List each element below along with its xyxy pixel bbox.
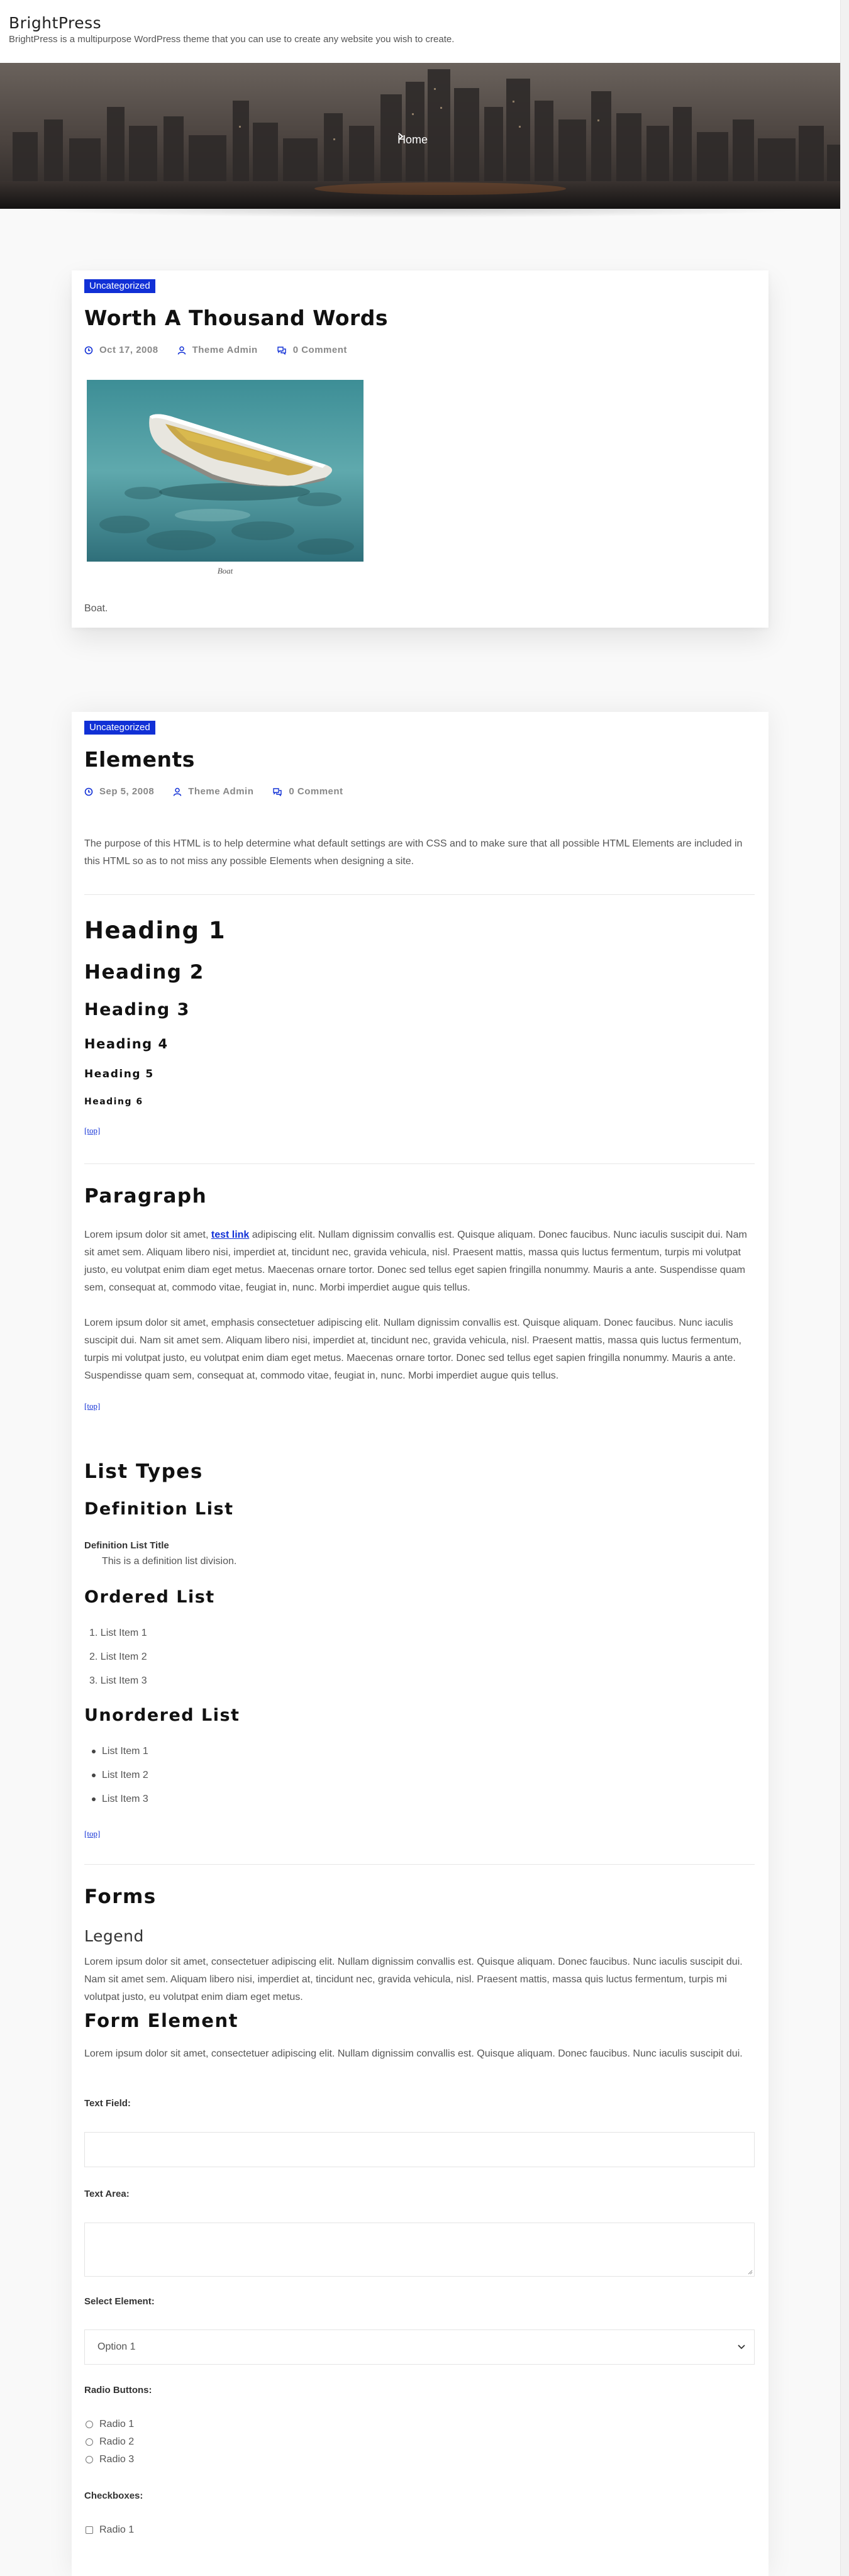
top-link[interactable]: [top]: [84, 1401, 101, 1411]
category-badge[interactable]: Uncategorized: [84, 279, 155, 293]
unordered-list-item: List Item 3: [92, 1794, 148, 1805]
heading-2: Heading 2: [84, 961, 204, 984]
radio-button[interactable]: [86, 2456, 93, 2463]
comments-icon: [277, 346, 287, 355]
user-icon: [173, 787, 182, 796]
checkbox-option[interactable]: Radio 1: [86, 2524, 134, 2536]
text-field-label: Text Field:: [84, 2098, 131, 2109]
heading-3: Heading 3: [84, 1000, 190, 1019]
checkbox[interactable]: [86, 2526, 93, 2534]
radio-option[interactable]: Radio 3: [86, 2454, 134, 2465]
post-card: [72, 712, 769, 2576]
radio-option[interactable]: Radio 1: [86, 2419, 134, 2430]
user-icon: [177, 346, 186, 355]
intro-paragraph: The purpose of this HTML is to help determine what default settings are with CSS and to make sure that all possible HTML Elements are included in this HTML so as to not miss any possible Elements when designing a site.: [84, 838, 743, 867]
scrollbar[interactable]: [840, 0, 849, 2576]
forms-paragraph: Lorem ipsum dolor sit amet, consectetuer adipiscing elit. Nullam dignissim convallis est. Quisque aliquam. Donec faucibus. Nunc iaculis suscipit dui. Nam sit amet sem. Aliquam libero nisi, imperdiet at, tincidunt nec, gravida vehicula, nisl. Praesent mattis, massa quis luctus fermentum, turpis mi volutpat justo, eu volutpat enim diam eget metus.: [84, 1957, 743, 2002]
post-author[interactable]: Theme Admin: [192, 345, 258, 355]
site-title[interactable]: BrightPress: [9, 14, 102, 32]
radio-buttons-label: Radio Buttons:: [84, 2385, 152, 2396]
post-card: [72, 270, 769, 628]
post-title[interactable]: Worth A Thousand Words: [84, 306, 389, 330]
heading-1: Heading 1: [84, 917, 226, 944]
hero-banner: [0, 63, 840, 209]
definition-list-heading: Definition List: [84, 1499, 234, 1519]
divider: [84, 1864, 755, 1865]
post-author[interactable]: Theme Admin: [188, 786, 254, 797]
form-element-paragraph: Lorem ipsum dolor sit amet, consectetuer adipiscing elit. Nullam dignissim convallis est. Quisque aliquam. Donec faucibus. Nunc iaculis suscipit dui.: [84, 2048, 743, 2059]
breadcrumb-home-link[interactable]: Home: [397, 133, 428, 146]
site-header: [0, 0, 840, 63]
unordered-list-item: List Item 1: [92, 1746, 148, 1757]
top-link[interactable]: [top]: [84, 1126, 101, 1135]
heading-5: Heading 5: [84, 1068, 154, 1080]
ordered-list-heading: Ordered List: [84, 1587, 215, 1607]
post-meta: [84, 345, 366, 355]
checkboxes-label: Checkboxes:: [84, 2490, 143, 2501]
post-excerpt: Boat.: [84, 603, 108, 614]
category-badge[interactable]: Uncategorized: [84, 721, 155, 735]
ordered-list-item: 1. List Item 1: [89, 1628, 147, 1638]
post-comments-count[interactable]: 0 Comment: [289, 786, 343, 797]
text-area[interactable]: [84, 2223, 755, 2277]
definition-description: This is a definition list division.: [102, 1556, 237, 1567]
chevron-down-icon: [738, 2341, 745, 2353]
select-element[interactable]: [84, 2329, 755, 2365]
list-types-heading: List Types: [84, 1460, 203, 1483]
post-date[interactable]: Oct 17, 2008: [99, 345, 158, 355]
heading-6: Heading 6: [84, 1097, 143, 1107]
clock-icon: [84, 346, 93, 355]
ordered-list-item: 2. List Item 2: [89, 1652, 147, 1662]
unordered-list-heading: Unordered List: [84, 1706, 240, 1725]
text-field-input[interactable]: [84, 2132, 755, 2167]
post-comments-count[interactable]: 0 Comment: [292, 345, 347, 355]
post-date[interactable]: Sep 5, 2008: [99, 786, 155, 797]
test-link[interactable]: test link: [211, 1230, 250, 1240]
radio-button[interactable]: [86, 2438, 93, 2446]
heading-4: Heading 4: [84, 1036, 169, 1052]
unordered-list-item: List Item 2: [92, 1770, 148, 1781]
text-area-label: Text Area:: [84, 2189, 130, 2199]
select-value: Option 1: [97, 2341, 136, 2352]
divider: [84, 1163, 755, 1164]
hero-shadow: [25, 209, 815, 218]
radio-button[interactable]: [86, 2421, 93, 2428]
radio-option[interactable]: Radio 2: [86, 2436, 134, 2448]
comments-icon: [272, 787, 282, 796]
boat-image[interactable]: [87, 380, 363, 562]
post-meta: [84, 786, 362, 797]
breadcrumb: [397, 132, 435, 147]
ordered-list-item: 3. List Item 3: [89, 1675, 147, 1686]
resize-handle-icon[interactable]: [746, 2268, 753, 2275]
top-link[interactable]: [top]: [84, 1829, 101, 1838]
legend: Legend: [84, 1927, 144, 1945]
post-title[interactable]: Elements: [84, 747, 195, 772]
clock-icon: [84, 787, 93, 796]
select-element-label: Select Element:: [84, 2296, 155, 2307]
site-description: BrightPress is a multipurpose WordPress theme that you can use to create any website you wish to create.: [9, 34, 455, 45]
paragraph-heading: Paragraph: [84, 1185, 208, 1208]
form-element-heading: Form Element: [84, 2010, 238, 2031]
definition-title: Definition List Title: [84, 1540, 169, 1551]
image-caption: Boat: [217, 566, 233, 575]
forms-heading: Forms: [84, 1885, 157, 1908]
paragraph-2: Lorem ipsum dolor sit amet, emphasis consectetuer adipiscing elit. Nullam dignissim convallis est. Quisque aliquam. Donec faucibus. Nunc iaculis suscipit dui. Nam sit amet sem. Aliquam libero nisi, imperdiet at, tincidunt nec, gravida vehicula, nisl. Praesent mattis, massa quis luctus fermentum, turpis mi volutpat justo, eu volutpat enim diam eget metus. Maecenas ornare tortor. Donec sed tellus eget sapien fringilla nonummy. Mauris a ante. Suspendisse quam sem, consequat at, commodo vitae, feugiat in, nunc. Morbi imperdiet augue quis tellus.: [84, 1318, 741, 1381]
divider: [84, 894, 755, 895]
paragraph-1: Lorem ipsum dolor sit amet, test link adipiscing elit. Nullam dignissim convallis est. Quisque aliquam. Donec faucibus. Nunc iaculis suscipit dui. Nam sit amet sem. Aliquam libero nisi, imperdiet at, tincidunt nec, gravida vehicula, nisl. Praesent mattis, massa quis luctus fermentum, turpis mi volutpat justo, eu volutpat enim diam eget metus. Maecenas ornare tortor. Donec sed tellus eget sapien fringilla nonummy. Mauris a ante. Suspendisse quam sem, consequat at, commodo vitae, feugiat in, nunc. Morbi imperdiet augue quis tellus.: [84, 1230, 747, 1293]
